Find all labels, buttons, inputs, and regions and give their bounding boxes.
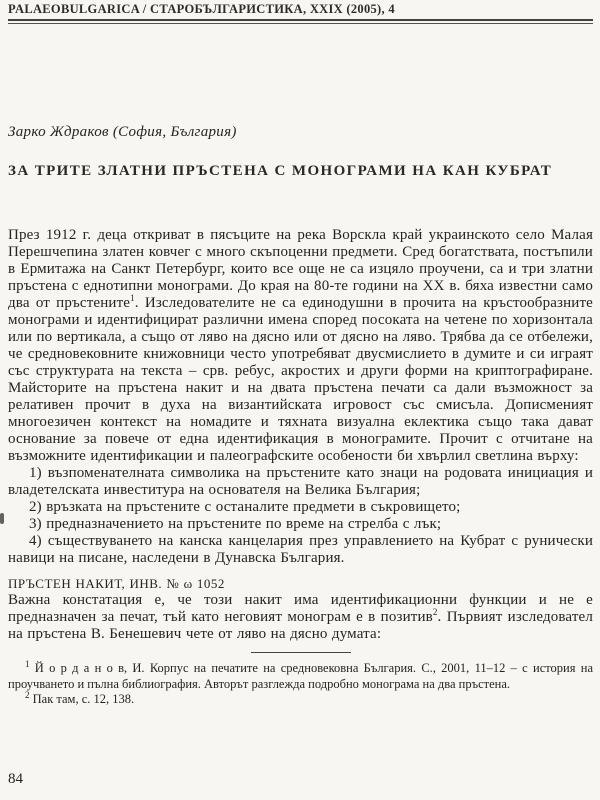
footnote-2-marker: 2: [25, 689, 30, 700]
footnotes-block: [8, 658, 593, 708]
intro-text-before-note: През 1912 г. деца откриват в пясъците на река Ворскла край украинското село Малая Перешчепина златен ковчег с много скъпоценни предмети. Сред богатствата, постъпили в Ермитажа на Санкт Петербург, които все още не са изцяло проучени, са и три златни пръстена с еднотипни монограми. До края на 80-те години на XX в. бяха известни само два от пръстените: [8, 227, 593, 311]
section-text-after-note: . Първият изследовател на пръстена В. Бенешевич чете от ляво на дясно думата:: [8, 609, 594, 642]
footnote-1-text: Й о р д а н о в, И. Корпус на печатите на средновековна България. С., 2001, 11–12 – с история на проучването и пълна библиография. Авторът разглежда подробно монограма на два пръстена.: [8, 661, 593, 691]
running-header: PALAEOBULGARICA / СТАРОБЪЛГАРИСТИКА, XXIX (2005), 4: [8, 2, 395, 16]
footnote-1-marker: 1: [25, 658, 30, 669]
scan-artifact: [0, 513, 4, 524]
list-item-2: 2) връзката на пръстените с останалите предмети в съкровището;: [29, 499, 461, 515]
list-item-1: 1) възпоменателната символика на пръстените като знаци на родовата инициация и владетелската инвеститура на основателя на Велика България;: [8, 465, 593, 498]
article-title: ЗА ТРИТЕ ЗЛАТНИ ПРЪСТЕНА С МОНОГРАМИ НА КАН КУБРАТ: [8, 163, 553, 179]
footnote-2-text: Пак там, с. 12, 138.: [32, 692, 135, 706]
footnote-ref-2: 2: [432, 607, 438, 617]
author-line: Зарко Ждраков (София, България): [8, 124, 237, 140]
footnote-ref-1: 1: [130, 293, 135, 303]
footnote-separator: [251, 652, 351, 653]
section-paragraph: [8, 592, 593, 643]
section-heading: ПРЪСТЕН НАКИТ, ИНВ. № ω 1052: [8, 576, 225, 591]
list-item-3: 3) предназначението на пръстените по време на стрелба с лък;: [29, 516, 442, 532]
section-text-before-note: Важна констатация е, че този накит има идентификационни функции и не е предназначен за печат, тъй като неговият монограм е в позитив: [8, 592, 593, 625]
page-number: 84: [8, 771, 23, 787]
article-body: [8, 227, 593, 643]
intro-paragraph: [8, 227, 593, 465]
footnote-1: [8, 658, 593, 692]
intro-text-after-note: . Изследователите не са единодушни в прочита на кръстообразните монограми и идентифицират различни имена според посоката на четене по хоризонтала или по вертикала, а също от ляво на дясно или от дясно на ляво. Трябва да се отбележи, че средновековните книжовници често употребяват двусмислието в думите и си играят със структурата на текста – срв. ребус, акростих и други форми на криптографиране. Майсторите на пръстена накит и на двата пръстена печати са дали възможност за релативен прочит в духа на византийската игровост със смисъла. Дописменият многоезичен контекст на номадите и тяхната визуална еклектика също така дават основание за повече от една идентификация в монограмите. Прочит с отчитане на възможните идентификации и палеографските особености би хвърлил светлина върху:: [8, 295, 593, 464]
list-item-4: 4) съществуването на канска канцелария през управлението на Кубрат с рунически навици на писане, наследени в Дунавска България.: [8, 533, 593, 566]
footnote-2: [8, 689, 593, 708]
header-rule: [8, 19, 593, 24]
